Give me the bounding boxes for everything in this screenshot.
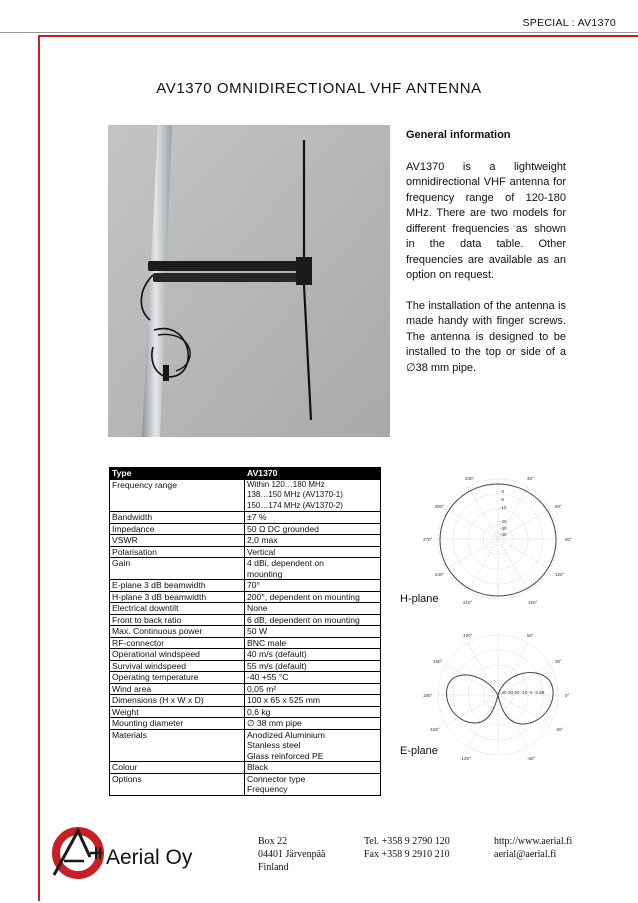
spec-value: 100 x 65 x 525 mm: [245, 695, 381, 707]
spec-key: Gain: [110, 558, 245, 580]
e-angle-150: 150°: [433, 659, 443, 664]
spec-key: Impedance: [110, 523, 245, 535]
h-angle-120: 120°: [555, 572, 565, 577]
general-information: [406, 128, 566, 391]
h-angle-210: 210°: [463, 600, 473, 605]
spec-value: Within 120…180 MHz 138…150 MHz (AV1370-1) 150…174 MHz (AV1370-2): [245, 479, 381, 512]
spec-key: E-plane 3 dB beamwidth: [110, 580, 245, 592]
spec-value: 200°, dependent on mounting: [245, 591, 381, 603]
spec-key: Operating temperature: [110, 672, 245, 684]
footer-phone: [364, 835, 450, 861]
spec-value: 4 dBi, dependent on mounting: [245, 558, 381, 580]
company-logo: [40, 823, 240, 883]
footer-web: [494, 835, 572, 861]
spec-value: -40 +55 °C: [245, 672, 381, 684]
spec-key: Survival windspeed: [110, 660, 245, 672]
table-row: [110, 649, 381, 661]
table-row: [110, 535, 381, 547]
red-border-left: [38, 35, 40, 901]
footer-tel: Tel. +358 9 2790 120: [364, 836, 450, 847]
spec-value: 70°: [245, 580, 381, 592]
spec-key: Options: [110, 773, 245, 795]
table-row: [110, 660, 381, 672]
table-row: [110, 603, 381, 615]
spec-value: BNC male: [245, 637, 381, 649]
h-angle-90: 90°: [565, 537, 572, 542]
h-angle-330: 330°: [465, 476, 475, 481]
e-angle-minus-60: -60°: [527, 756, 536, 761]
spec-value: ∅ 38 mm pipe: [245, 718, 381, 730]
spec-value: 50 Ω DC grounded: [245, 523, 381, 535]
footer-address-line: Box 22: [258, 836, 288, 847]
header-rule: [0, 32, 638, 33]
e-angle-minus-30: -30°: [555, 727, 564, 732]
footer-fax: Fax +358 9 2910 210: [364, 849, 450, 860]
e-angle-0: 0°: [565, 693, 570, 698]
spec-value: 55 m/s (default): [245, 660, 381, 672]
antenna-photo: [108, 125, 390, 437]
table-row: [110, 706, 381, 718]
header-label: SPECIAL : AV1370: [522, 17, 616, 29]
spec-key: Mounting diameter: [110, 718, 245, 730]
h-db-40: -40: [500, 532, 507, 537]
spec-key: Dimensions (H x W x D): [110, 695, 245, 707]
spec-key: Colour: [110, 762, 245, 774]
spec-key: VSWR: [110, 535, 245, 547]
info-paragraph-2: The installation of the antenna is made handy with finger screws. The antenna is designed to be installed to the top or side of a ∅38 mm pipe.: [406, 299, 566, 374]
footer-address-line: Finland: [258, 862, 289, 873]
e-angle-minus-120: -120°: [460, 756, 471, 761]
spec-value: Vertical: [245, 546, 381, 558]
h-angle-240: 240°: [435, 572, 445, 577]
footer-address-line: 04401 Järvenpää: [258, 849, 326, 860]
h-angle-150: 150°: [528, 600, 538, 605]
footer-url-link[interactable]: http://www.aerial.fi: [494, 836, 573, 847]
spec-key: Bandwidth: [110, 512, 245, 524]
spec-value: Anodized Aluminium Stanless steel Glass reinforced PE: [245, 729, 381, 762]
spec-value: Connector type Frequency: [245, 773, 381, 795]
spec-value: 6 dB, dependent on mounting: [245, 614, 381, 626]
table-row: [110, 546, 381, 558]
table-row: [110, 512, 381, 524]
h-db-3: -3: [500, 489, 505, 494]
h-db-20: -20: [500, 519, 507, 524]
spec-table: [109, 467, 381, 796]
spec-key: Weight: [110, 706, 245, 718]
table-row: [110, 672, 381, 684]
spec-key: Electrical downtilt: [110, 603, 245, 615]
spec-key: Operational windspeed: [110, 649, 245, 661]
spec-key: Polarisation: [110, 546, 245, 558]
table-row: [110, 637, 381, 649]
e-angle-30: 30°: [555, 659, 562, 664]
table-row: [110, 718, 381, 730]
h-db-30: -30: [500, 526, 507, 531]
e-plane-plot: [415, 623, 580, 768]
logo-text: Aerial Oy: [106, 846, 193, 869]
spec-key: H-plane 3 dB beamwidth: [110, 591, 245, 603]
table-row: [110, 614, 381, 626]
table-row: [110, 762, 381, 774]
table-row: [110, 558, 381, 580]
spec-value: 50 W: [245, 626, 381, 638]
spec-value: None: [245, 603, 381, 615]
info-heading: General information: [406, 129, 511, 141]
table-row: [110, 580, 381, 592]
table-row: [110, 683, 381, 695]
page-title: AV1370 OMNIDIRECTIONAL VHF ANTENNA: [156, 80, 482, 97]
e-angle-120: 120°: [463, 633, 473, 638]
spec-value: 0,05 m²: [245, 683, 381, 695]
spec-value: Black: [245, 762, 381, 774]
spec-value: 2,0 max: [245, 535, 381, 547]
footer-email-link[interactable]: aerial@aerial.fi: [494, 849, 557, 860]
table-row: [110, 626, 381, 638]
table-row: [110, 479, 381, 512]
e-angle-180: 180°: [423, 693, 433, 698]
table-row: [110, 591, 381, 603]
e-plane-label: E-plane: [400, 745, 438, 757]
table-row: [110, 729, 381, 762]
spec-key: RF-connector: [110, 637, 245, 649]
e-db-scale: -40-30-20 -10 -6 -3 dB: [500, 690, 545, 695]
info-paragraph-1: AV1370 is a lightweight omnidirectional VHF antenna for frequency range of 120-180 MHz. There are two models for different frequencies as shown in the data table. Other frequencies are available as an option on request.: [406, 160, 566, 281]
spec-key: Wind area: [110, 683, 245, 695]
table-row: [110, 695, 381, 707]
spec-value: ±7 %: [245, 512, 381, 524]
h-plane-label: H-plane: [400, 593, 439, 605]
h-db-6: -6: [500, 497, 505, 502]
spec-key: Max. Continuous power: [110, 626, 245, 638]
spec-value: 40 m/s (default): [245, 649, 381, 661]
spec-value: 0,6 kg: [245, 706, 381, 718]
h-angle-270: 270°: [423, 537, 433, 542]
footer-address: [258, 835, 325, 874]
e-angle-minus-150: -150°: [429, 727, 440, 732]
h-angle-300: 300°: [435, 504, 445, 509]
e-angle-60: 60°: [527, 633, 534, 638]
spec-key: Front to back ratio: [110, 614, 245, 626]
h-db-10: -10: [500, 505, 507, 510]
spec-key: Materials: [110, 729, 245, 762]
table-row: [110, 523, 381, 535]
table-header-row: [110, 468, 381, 480]
h-angle-30: 30°: [527, 476, 534, 481]
table-header-type: Type: [110, 468, 245, 480]
red-border-top: [38, 35, 638, 37]
h-plane-plot: [415, 468, 580, 618]
table-header-model: AV1370: [245, 468, 381, 480]
h-angle-60: 60°: [555, 504, 562, 509]
table-row: [110, 773, 381, 795]
spec-key: Frequency range: [110, 479, 245, 512]
